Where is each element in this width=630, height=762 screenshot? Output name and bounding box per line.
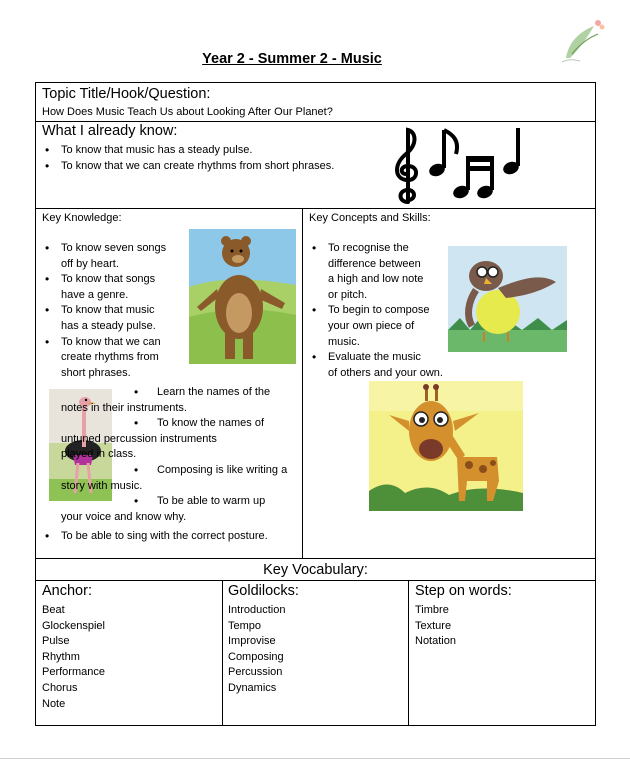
list-item: • To be able to warm up your voice and know why. [61,494,266,523]
divider [408,580,409,726]
list-item: Dynamics [228,681,277,694]
step-on-list [415,603,456,650]
vocabulary-heading: Key Vocabulary: [263,562,368,578]
list-item: Percussion [228,666,283,679]
key-concepts-list [309,241,459,381]
list-item: • To know that music has a steady pulse. [42,303,182,334]
school-logo-icon [558,14,608,66]
list-item: • To know seven songs off by heart. [42,241,182,272]
list-item: Improvise [228,635,276,648]
list-item: • Learn the names of the notes in their instruments. [61,385,271,414]
divider [302,208,303,558]
list-item: Texture [415,619,452,632]
topic-heading: Topic Title/Hook/Question: [42,86,211,102]
key-knowledge-list-2 [61,385,301,525]
goldilocks-list [228,603,285,697]
divider [222,580,223,726]
list-item: Beat [42,604,65,616]
divider [35,558,596,559]
list-item: • To know that music has a steady pulse. [42,143,392,159]
list-item: Chorus [42,681,78,694]
list-item: Notation [415,635,456,648]
already-know-heading: What I already know: [42,123,178,139]
divider [35,580,596,581]
list-item: Rhythm [42,650,80,663]
topic-question: How Does Music Teach Us about Looking After Our Planet? [42,106,333,118]
list-item: Glockenspiel [42,619,105,632]
list-item: • To know that we can create rhythms from short phrases. [42,159,392,175]
divider [35,208,596,209]
bird-picture [448,246,567,352]
list-item: • To recognise the difference between a high and low note or pitch. [309,241,459,303]
list-item: Composing [228,650,284,663]
goldilocks-heading: Goldilocks: [228,583,299,599]
list-item: Pulse [42,635,70,648]
step-on-heading: Step on words: [415,583,512,599]
page-edge [0,758,630,759]
key-concepts-heading: Key Concepts and Skills: [309,212,431,224]
list-item: Introduction [228,604,286,616]
list-item: • To begin to compose your own piece of music. [309,303,459,350]
page-title: Year 2 - Summer 2 - Music [202,51,382,67]
anchor-list [42,603,105,712]
anchor-heading: Anchor: [42,583,92,599]
bear-picture [189,229,296,364]
list-item: • To know that we can create rhythms from short phrases. [42,335,182,382]
list-item: • Evaluate the music of others and your own. [309,350,459,381]
music-notes-icon [390,122,525,204]
list-item: • To know that songs have a genre. [42,272,182,303]
list-item: Timbre [415,604,449,616]
list-item: • To know the names of untuned percussion instruments played in class. [61,416,265,461]
giraffe-picture [369,381,523,511]
already-know-list [42,143,392,174]
key-knowledge-list [42,241,182,381]
list-item: Note [42,697,66,710]
list-item: • Composing is like writing a story with music. [61,462,288,492]
list-item: Tempo [228,619,262,632]
list-item: Performance [42,666,105,679]
key-knowledge-heading: Key Knowledge: [42,212,122,224]
key-knowledge-list-3 [42,529,302,545]
list-item: • To be able to sing with the correct posture. [42,529,302,545]
